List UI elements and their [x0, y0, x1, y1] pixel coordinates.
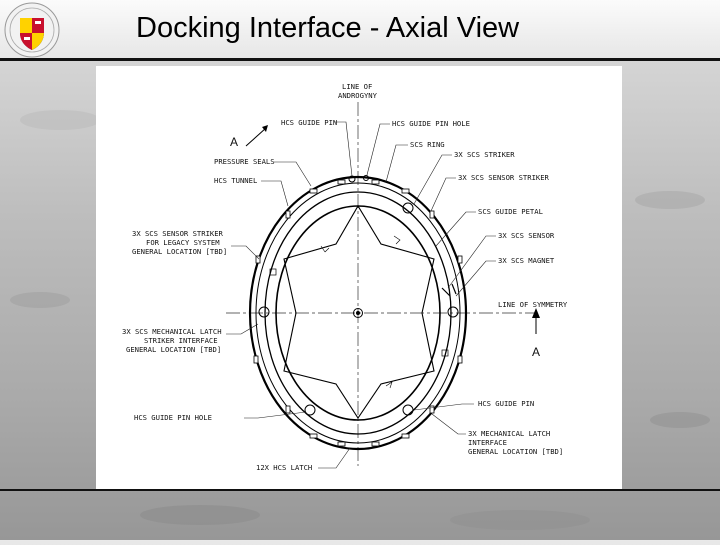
label-latch-interface-1: 3X MECHANICAL LATCH: [468, 429, 551, 438]
label-hcs-tunnel: HCS TUNNEL: [214, 176, 258, 185]
label-pressure-seals: PRESSURE SEALS: [214, 157, 275, 166]
label-line-of-androgyny-2: ANDROGYNY: [338, 91, 377, 100]
label-scs-guide-petal: SCS GUIDE PETAL: [478, 207, 543, 216]
label-hcs-guide-pin-top: HCS GUIDE PIN: [281, 118, 338, 127]
slide-title: Docking Interface - Axial View: [136, 12, 520, 44]
label-legacy-3: GENERAL LOCATION [TBD]: [132, 247, 228, 256]
label-mech-latch-1: 3X SCS MECHANICAL LATCH: [122, 327, 222, 336]
scs-guide-pin-right: [448, 307, 458, 317]
hcs-guide-pin-bottom: [403, 405, 413, 415]
label-latch-interface-3: GENERAL LOCATION [TBD]: [468, 447, 564, 456]
label-scs-ring: SCS RING: [410, 140, 445, 149]
label-legacy-1: 3X SCS SENSOR STRIKER: [132, 229, 223, 238]
university-shield-logo: [4, 2, 60, 58]
hcs-guide-pin-hole-bottom: [305, 405, 315, 415]
label-hcs-latch: 12X HCS LATCH: [256, 463, 313, 472]
title-divider: [0, 58, 720, 61]
label-scs-magnet: 3X SCS MAGNET: [498, 256, 555, 265]
label-legacy-2: FOR LEGACY SYSTEM: [146, 238, 220, 247]
label-scs-sensor: 3X SCS SENSOR: [498, 231, 555, 240]
label-view-a-top: A: [230, 135, 239, 149]
scs-guide-pin-left: [259, 307, 269, 317]
label-scs-sensor-striker: 3X SCS SENSOR STRIKER: [458, 173, 549, 182]
footer-divider: [0, 489, 720, 491]
label-latch-interface-2: INTERFACE: [468, 438, 507, 447]
label-line-of-androgyny-1: LINE OF: [342, 82, 373, 91]
label-mech-latch-3: GENERAL LOCATION [TBD]: [126, 345, 222, 354]
label-scs-striker: 3X SCS STRIKER: [454, 150, 515, 159]
label-hcs-guide-pin-hole-top: HCS GUIDE PIN HOLE: [392, 119, 470, 128]
docking-interface-diagram: [96, 66, 622, 489]
label-hcs-guide-pin-bottom: HCS GUIDE PIN: [478, 399, 535, 408]
label-hcs-guide-pin-hole-bottom: HCS GUIDE PIN HOLE: [134, 413, 212, 422]
label-mech-latch-2: STRIKER INTERFACE: [144, 336, 218, 345]
label-view-a-right: A: [532, 345, 541, 359]
label-line-of-symmetry: LINE OF SYMMETRY: [498, 300, 568, 309]
